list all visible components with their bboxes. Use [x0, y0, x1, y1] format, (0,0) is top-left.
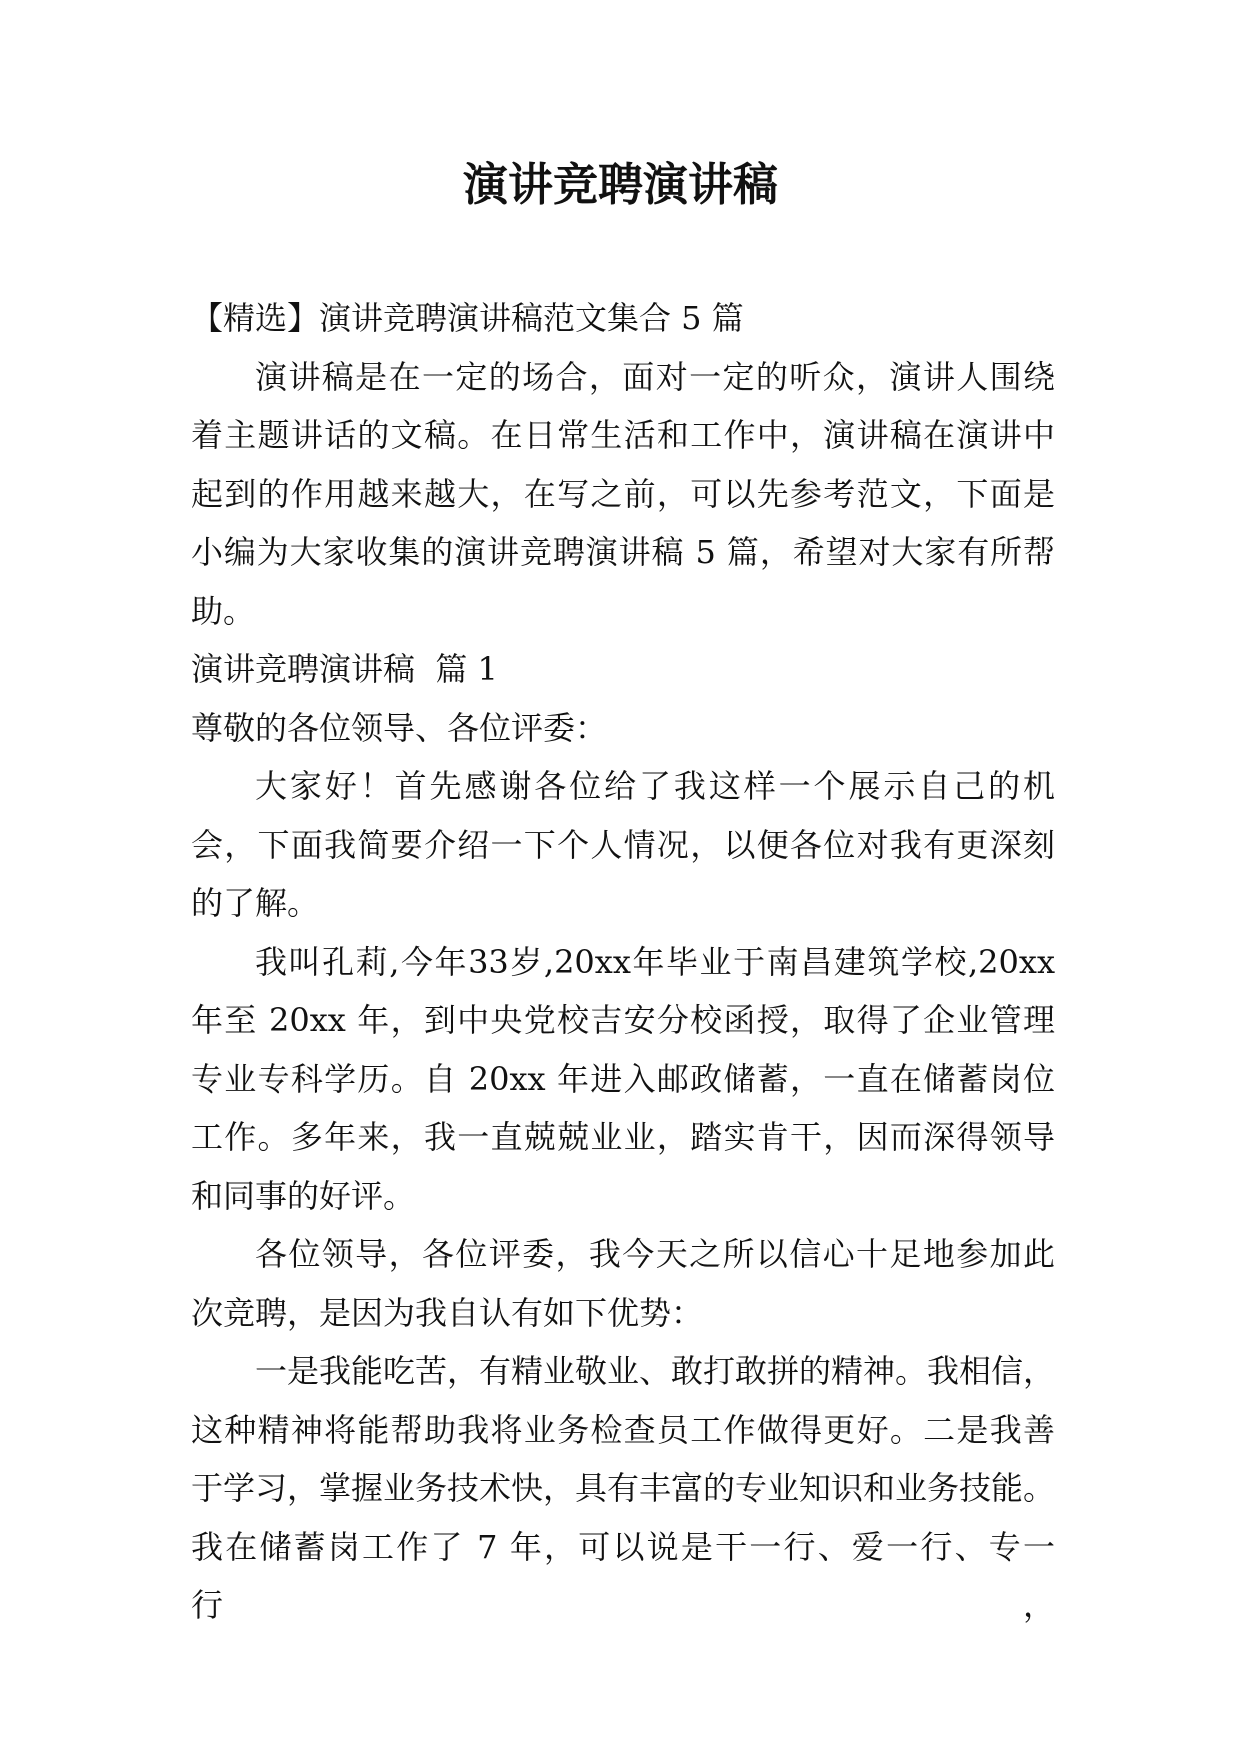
paragraph-line: 和同事的好评。 [191, 1176, 416, 1215]
paragraph-line: 这种精神将能帮助我将业务检查员工作做得更好。二是我善 [191, 1410, 1055, 1449]
paragraph-line: 小编为大家收集的演讲竞聘演讲稿 5 篇，希望对大家有所帮 [191, 533, 1055, 571]
paragraph-line: 助。 [191, 591, 256, 630]
paragraph-line: 我在储蓄岗工作了 7 年，可以说是干一行、爱一行、专一行， [191, 1527, 1055, 1624]
body-paragraph [191, 933, 1055, 1226]
paragraph-line: 会，下面我简要介绍一下个人情况，以便各位对我有更深刻 [191, 825, 1055, 864]
document-title: 演讲竞聘演讲稿 [462, 158, 778, 211]
salutation: 尊敬的各位领导、各位评委： [191, 708, 608, 747]
paragraph-line: 工作。多年来，我一直兢兢业业，踏实肯干，因而深得领导 [191, 1118, 1055, 1156]
paragraph-line: 专业专科学历。自 20xx 年进入邮政储蓄，一直在储蓄岗位 [191, 1059, 1055, 1098]
paragraph-line: 一是我能吃苦，有精业敬业、敢打敢拼的精神。我相信， [255, 1352, 1056, 1390]
paragraph-line: 起到的作用越来越大，在写之前，可以先参考范文，下面是 [191, 474, 1055, 513]
document-subtitle: 【精选】演讲竞聘演讲稿范文集合 5 篇 [191, 299, 744, 337]
paragraph-line: 大家好！首先感谢各位给了我这样一个展示自己的机 [255, 767, 1055, 805]
paragraph-line: 的了解。 [191, 884, 320, 922]
paragraph-line: 着主题讲话的文稿。在日常生活和工作中，演讲稿在演讲中 [191, 416, 1055, 454]
body-paragraph [191, 757, 1055, 933]
paragraph-line: 次竞聘，是因为我自认有如下优势： [191, 1293, 704, 1332]
paragraph-line: 于学习，掌握业务技术快，具有丰富的专业知识和业务技能。 [191, 1469, 1056, 1507]
document-body [191, 289, 1056, 1624]
paragraph-line: 年至 20xx 年，到中央党校吉安分校函授，取得了企业管理 [191, 1001, 1055, 1039]
paragraph-line: 我叫孔莉,今年33岁,20xx年毕业于南昌建筑学校,20xx [255, 942, 1055, 981]
paragraph-line: 各位领导，各位评委，我今天之所以信心十足地参加此 [255, 1235, 1055, 1273]
body-paragraph [191, 1225, 1055, 1342]
paragraph-line: 演讲稿是在一定的场合，面对一定的听众，演讲人围绕 [255, 357, 1055, 396]
body-paragraph [191, 1342, 1056, 1624]
intro-paragraph [191, 348, 1055, 641]
section-heading: 演讲竞聘演讲稿 篇 1 [191, 650, 498, 688]
